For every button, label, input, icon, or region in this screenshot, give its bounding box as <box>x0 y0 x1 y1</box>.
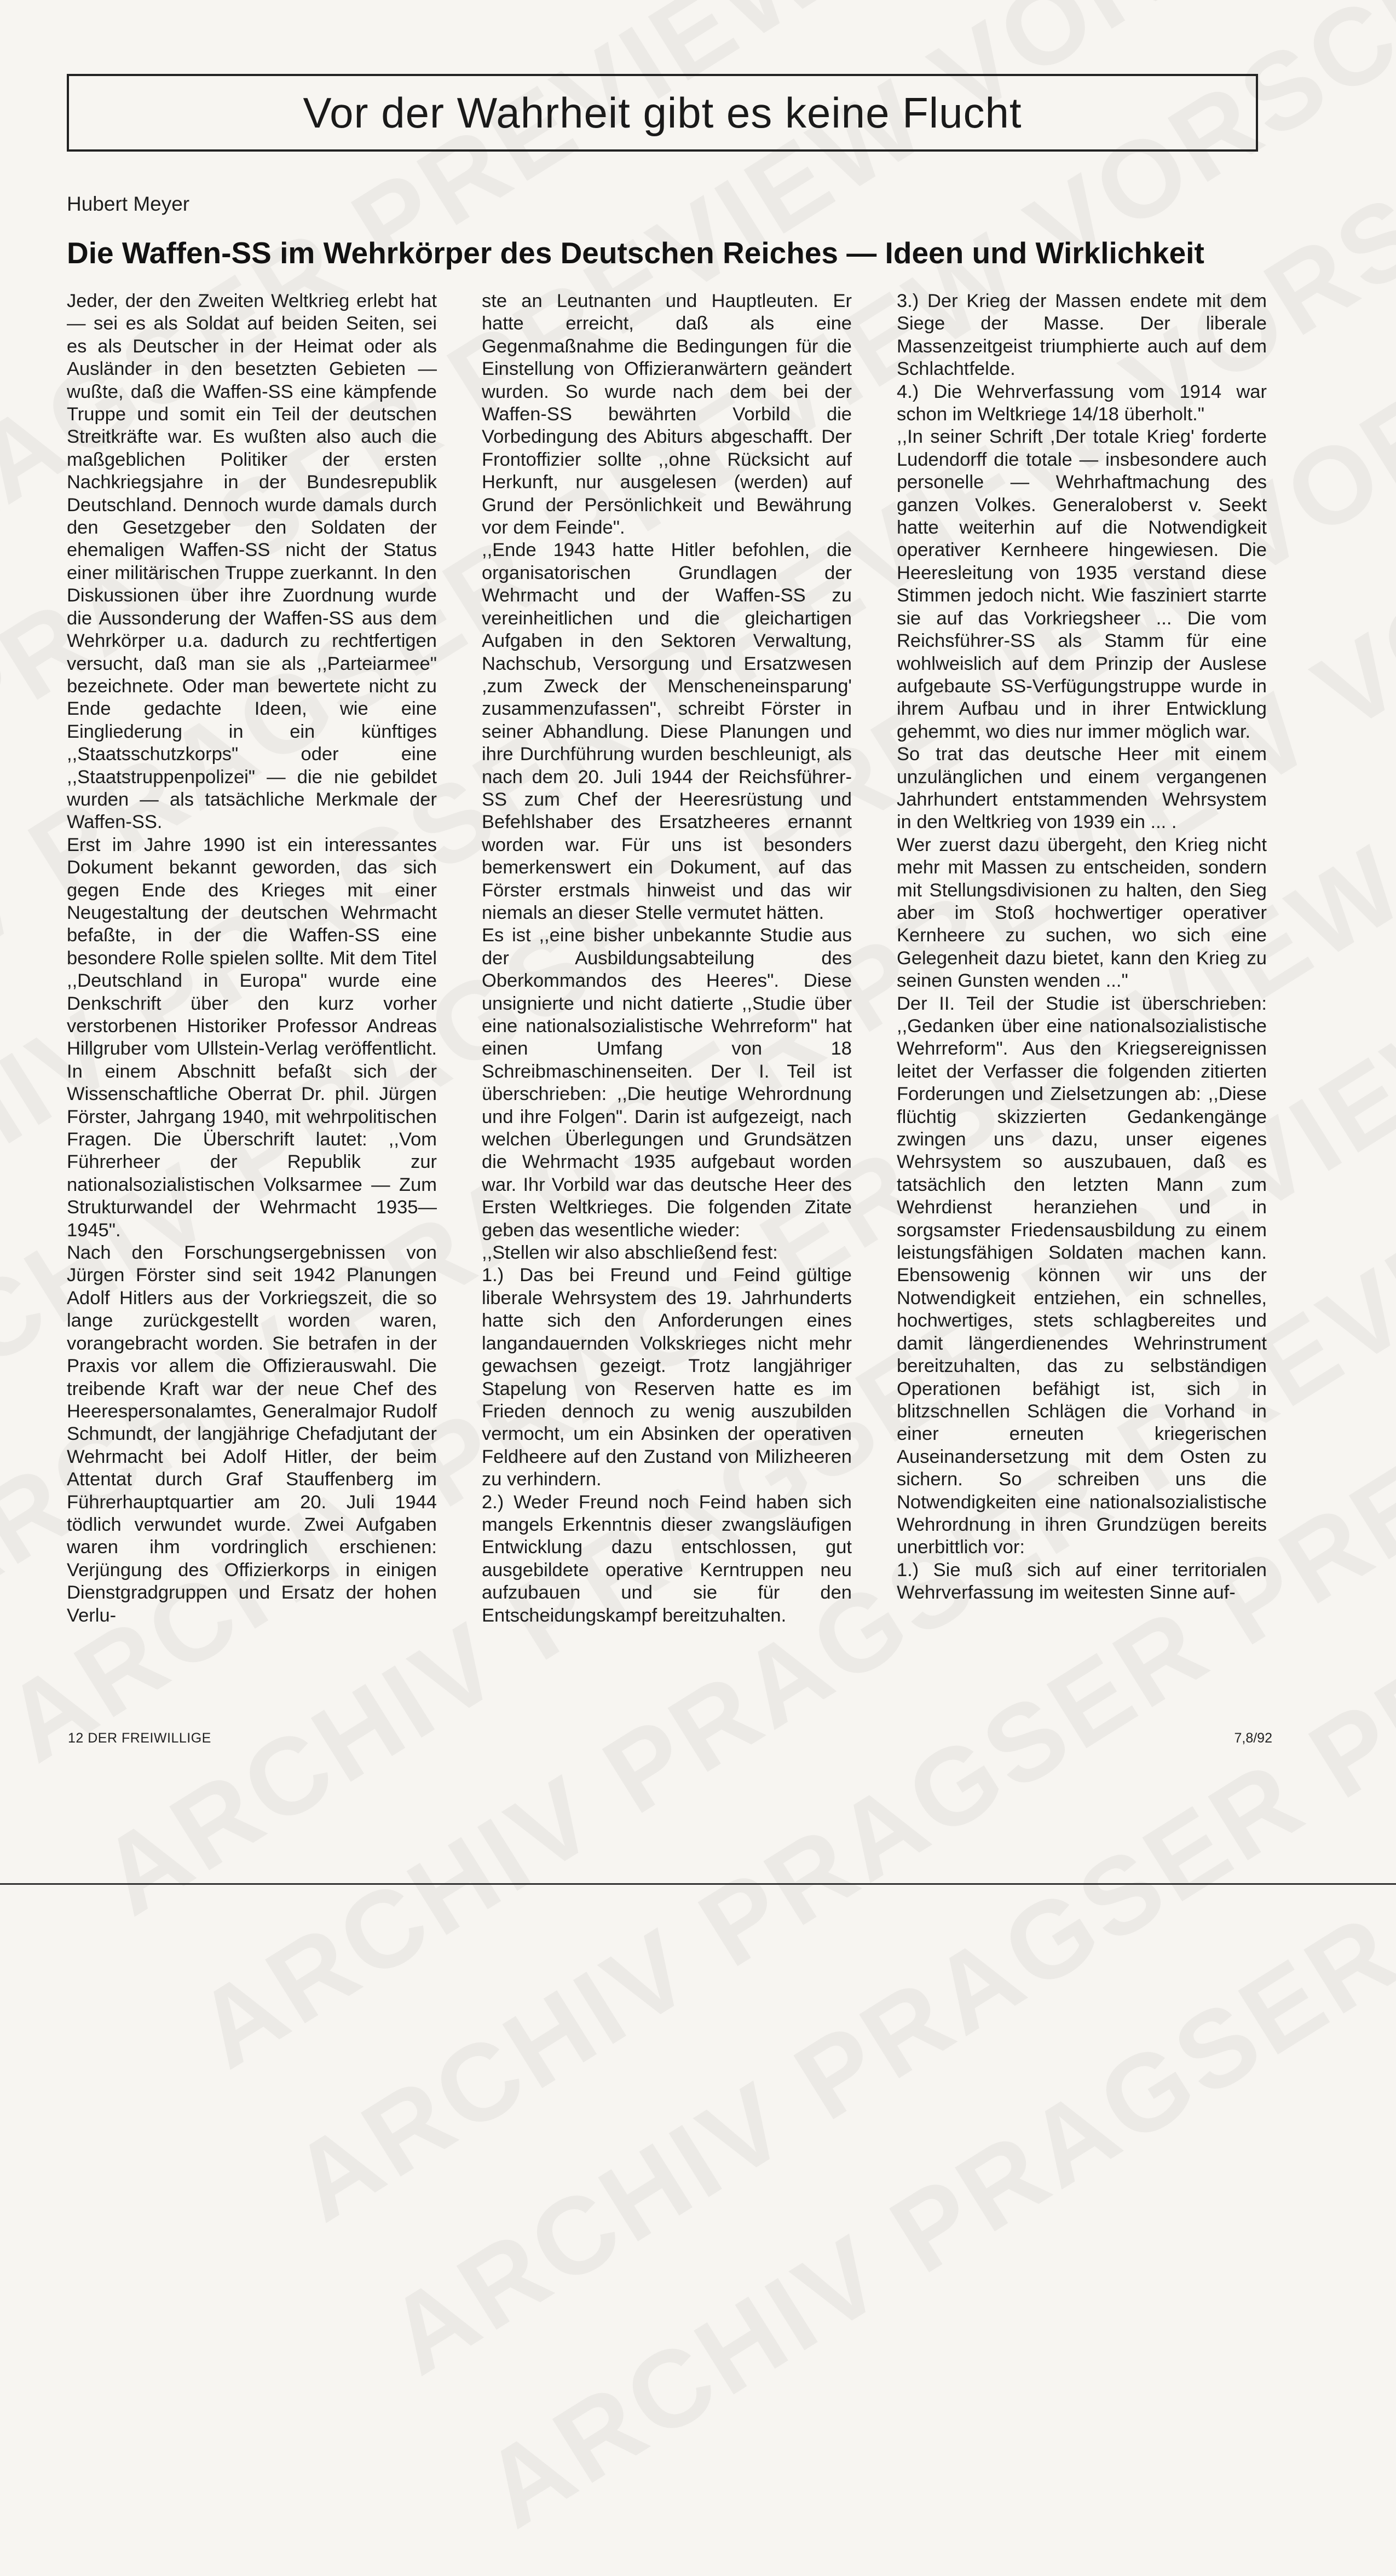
paragraph: Der II. Teil der Studie ist überschrieben: ,,Gedanken über eine nationalsozialistische Wehrreform". Aus den Kriegsereignissen leitet der Verfasser die folgenden zitierten Forderungen und Zielsetzungen ab: ,,Diese flüchtig skizzierten Gedankengänge zwingen uns dazu, unser eigenes Wehrsystem so auszubauen, daß es tatsächlich den letzten Mann zum Wehrdienst heranziehen und in sorgsamster Friedensausbildung zu einem leistungsfähigen Soldaten machen kann. Ebensowenig können wir uns der Notwendigkeit entziehen, ein schnelles, hochwertiges, stets schlagbereites und damit längerdienendes Wehrinstrument bereitzuhalten, das zu selbständigen Operationen befähigt ist, sich in blitzschnellen Schlägen die Vorhand in einer erneuten kriegerischen Auseinandersetzung mit dem Osten zu sichern. So schreiben uns die Notwendigkeiten eine nationalsozialistische Wehrordnung in ihren Grundzügen bereits unerbittlich vor: <box>897 993 1267 1558</box>
article-headline: Die Waffen-SS im Wehrkörper des Deutschen Reiches — Ideen und Wirklichkeit <box>67 236 1204 270</box>
text-column-1 <box>67 290 437 1713</box>
text-column-2 <box>482 290 852 1713</box>
paragraph: ,,In seiner Schrift ,Der totale Krieg' forderte Ludendorff die totale — insbesondere auch personelle — Wehrhaftmachung des ganzen Volkes. Generaloberst v. Seekt hatte weiterhin auf die Notwendigkeit operativer Kernheere hingewiesen. Die Heeresleitung von 1935 verstand diese Stimmen jedoch nicht. Wie fasziniert starrte sie auf das Vorkriegsheer ... Die vom Reichsführer-SS als Stamm für eine wohlweislich auf dem Prinzip der Auslese aufgebaute SS-Verfügungstruppe wurde in ihrem Aufbau und in ihrer Entwicklung gehemmt, wo dies nur immer möglich war. <box>897 426 1267 742</box>
article-body <box>67 290 1267 1713</box>
paragraph: ,,Stellen wir also abschließend fest: <box>482 1242 778 1264</box>
paragraph: Erst im Jahre 1990 ist ein interessantes Dokument bekannt geworden, das sich gegen Ende des Krieges mit einer Neugestaltung der deutschen Wehrmacht befaßte, in der die Waffen-SS eine besondere Rolle spielen sollte. Mit dem Titel ,,Deutschland in Europa" wurde eine Denkschrift über den kurz vorher verstorbenen Historiker Professor Andreas Hillgruber vom Ullstein-Verlag veröffentlicht. In einem Abschnitt befaßt sich der Wissenschaftliche Oberrat Dr. phil. Jürgen Förster, Jahrgang 1940, mit wehrpolitischen Fragen. Die Überschrift lautet: ,,Vom Führerheer der Republik zur nationalsozialistischen Volksarmee — Zum Strukturwandel der Wehrmacht 1935—1945". <box>67 834 437 1241</box>
bottom-divider <box>0 1883 1396 1885</box>
paragraph: 1.) Sie muß sich auf einer territorialen Wehrverfassung im weitesten Sinne auf- <box>897 1559 1267 1604</box>
paragraph: Nach den Forschungsergebnissen von Jürgen Förster sind seit 1942 Planungen Adolf Hitlers aus der Vorkriegszeit, die so lange zurückgestellt worden waren, vorangebracht worden. Sie betrafen in der Praxis vor allem die Offizierauswahl. Die treibende Kraft war der neue Chef des Heerespersonalamtes, Generalmajor Rudolf Schmundt, der langjährige Chefadjutant der Wehrmacht bei Adolf Hitler, der beim Attentat durch Graf Stauffenberg im Führerhauptquartier am 20. Juli 1944 tödlich verwundet wurde. Zwei Aufgaben waren ihm vordringlich erschienen: Verjüngung des Offizierkorps in einigen Dienstgradgruppen und Ersatz der hohen Verlu- <box>67 1242 437 1626</box>
masthead-box <box>67 74 1258 152</box>
paragraph: Wer zuerst dazu übergeht, den Krieg nicht mehr mit Massen zu entscheiden, sondern mit Stellungsdivisionen zu halten, den Sieg aber im Stoß hochwertiger operativer Kernheere zu suchen, wo sich eine Gelegenheit dazu bietet, kann den Krieg zu seinen Gunsten wenden ..." <box>897 834 1267 992</box>
page-footer-right: 7,8/92 <box>1234 1730 1272 1746</box>
paragraph: 4.) Die Wehrverfassung vom 1914 war schon im Weltkriege 14/18 überholt." <box>897 381 1267 425</box>
paragraph: So trat das deutsche Heer mit einem unzulänglichen und einem vergangenen Jahrhundert entstammenden Wehrsystem in den Weltkrieg von 1939 ein ... . <box>897 744 1267 833</box>
masthead-title: Vor der Wahrheit gibt es keine Flucht <box>303 88 1022 137</box>
page-footer-left: 12 DER FREIWILLIGE <box>68 1730 211 1746</box>
paragraph: 1.) Das bei Freund und Feind gültige liberale Wehrsystem des 19. Jahrhunderts hatte sich den Anforderungen eines langandauernden Volkskrieges nicht mehr gewachsen gezeigt. Trotz langjähriger Stapelung von Reserven hatte es im Frieden dennoch zu wenig auszubilden vermocht, um ein Absinken der operativen Feldheere auf den Zustand von Milizheeren zu verhindern. <box>482 1265 852 1490</box>
author-name: Hubert Meyer <box>67 193 190 215</box>
paragraph: 3.) Der Krieg der Massen endete mit dem Siege der Masse. Der liberale Massenzeitgeist triumphierte auch auf dem Schlachtfelde. <box>897 291 1267 380</box>
paragraph: ,,Ende 1943 hatte Hitler befohlen, die organisatorischen Grundlagen der Wehrmacht und der Waffen-SS zu vereinheitlichen und die gleichartigen Aufgaben in den Sektoren Verwaltung, Nachschub, Versorgung und Ersatzwesen ,zum Zweck der Menscheneinsparung' zusammenzufassen", schreibt Förster in seiner Abhandlung. Diese Planungen und ihre Durchführung wurden beschleunigt, als nach dem 20. Juli 1944 der Reichsführer-SS zum Chef der Heeresrüstung und Befehlshaber des Ersatzheeres ernannt worden war. Für uns ist besonders bemerkenswert ein Dokument, auf das Förster erstmals hinweist und das wir niemals an dieser Stelle vermutet hätten. <box>482 540 852 923</box>
paragraph: 2.) Weder Freund noch Feind haben sich mangels Erkenntnis dieser zwangsläufigen Entwicklung dazu entschlossen, gut ausgebildete operative Kerntruppen neu aufzubauen und sie für den Entscheidungskampf bereitzuhalten. <box>482 1491 852 1626</box>
paragraph: Es ist ,,eine bisher unbekannte Studie aus der Ausbildungsabteilung des Oberkommandos des Heeres". Diese unsignierte und nicht datierte ,,Studie über eine nationalsozialistische Wehrreform" hat einen Umfang von 18 Schreibmaschinenseiten. Der I. Teil ist überschrieben: ,,Die heutige Wehrordnung und ihre Folgen". Darin ist aufgezeigt, nach welchen Überlegungen und Grundsätzen die Wehrmacht 1935 aufgebaut worden war. Ihr Vorbild war das deutsche Heer des Ersten Weltkrieges. Die folgenden Zitate geben das wesentliche wieder: <box>482 925 852 1241</box>
paragraph: Jeder, der den Zweiten Weltkrieg erlebt hat — sei es als Soldat auf beiden Seiten, sei es als Deutscher in der Heimat oder als Ausländer in den besetzten Gebieten — wußte, daß die Waffen-SS eine kämpfende Truppe und somit ein Teil der deutschen Streitkräfte war. Es wußten also auch die maßgeblichen Politiker der ersten Nachkriegsjahre in der Bundesrepublik Deutschland. Dennoch wurde damals durch den Gesetzgeber den Soldaten der ehemaligen Waffen-SS nicht der Status einer militärischen Truppe zuerkannt. In den Diskussionen über ihre Zuordnung wurde die Aussonderung der Waffen-SS aus dem Wehrkörper u.a. dadurch zu rechtfertigen versucht, daß man sie als ,,Parteiarmee" bezeichnete. Oder man bewertete nicht zu Ende gedachte Ideen, wie eine Eingliederung in ein künftiges ,,Staatsschutzkorps" oder eine ,,Staatstruppenpolizei" — die nie gebildet wurden — als tatsächliche Merkmale der Waffen-SS. <box>67 291 437 833</box>
text-column-3 <box>897 290 1267 1713</box>
paragraph: ste an Leutnanten und Hauptleuten. Er hatte erreicht, daß als eine Gegenmaßnahme die Bedingungen für die Einstellung von Offizieranwärtern geändert wurden. So wurde nach dem bei der Waffen-SS bewährten Vorbild die Vorbedingung des Abiturs abgeschafft. Der Frontoffizier sollte ,,ohne Rücksicht auf Herkunft, nur ausgelesen (werden) auf Grund der Persönlichkeit und Bewährung vor dem Feinde". <box>482 291 852 539</box>
